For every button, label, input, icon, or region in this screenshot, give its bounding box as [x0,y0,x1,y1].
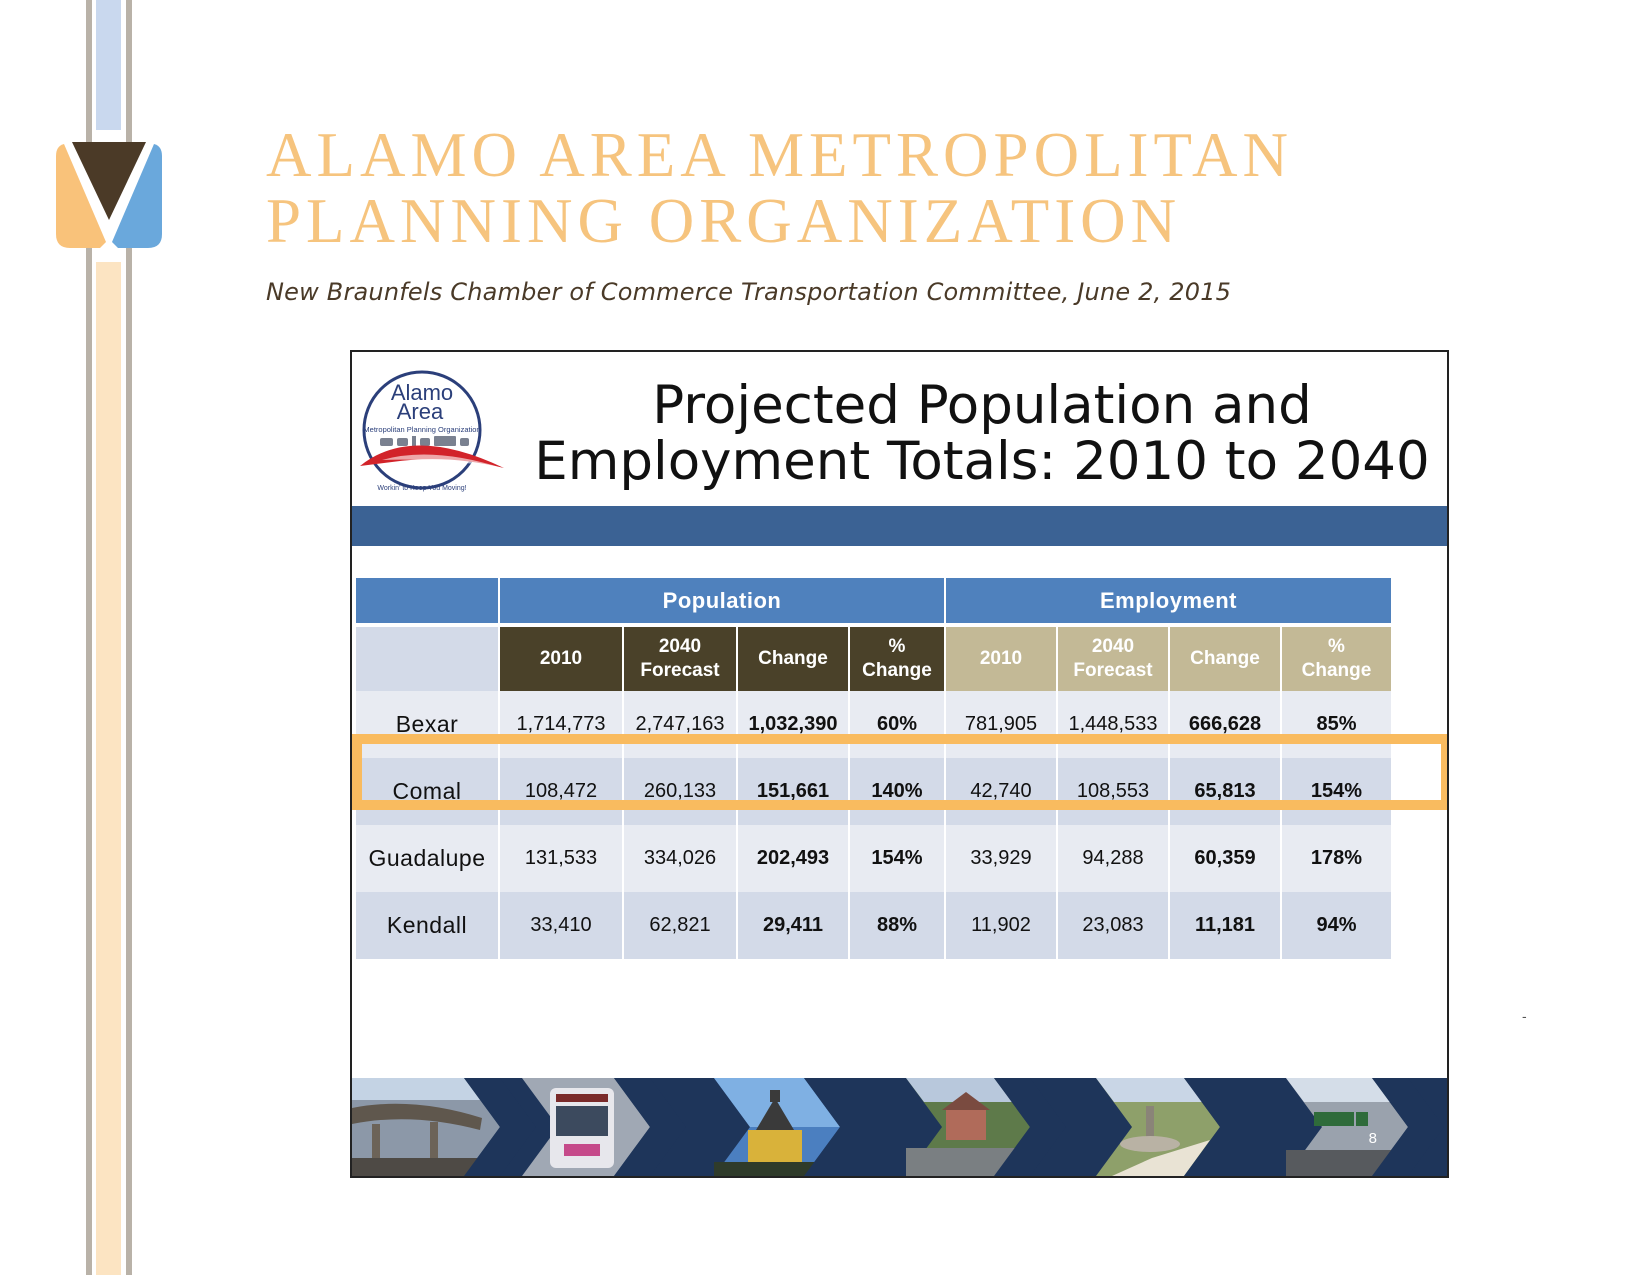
employment-2010-cell: 11,902 [944,892,1056,959]
employment-2040-cell: 23,083 [1056,892,1168,959]
column-header-line: % [1328,636,1345,657]
population-percent-change-cell: 154% [848,825,944,892]
column-header-line: 2040 [1091,636,1135,657]
column-header-line: 2040 [658,636,702,657]
column-header-line: 2010 [979,648,1023,669]
column-header-line: Forecast [1073,660,1153,681]
employment-change-cell: 60,359 [1168,825,1280,892]
column-header-population-2010 [498,627,622,691]
population-2040-cell: 2,747,163 [622,691,736,758]
slide-title [512,375,1449,492]
column-header-employment-percent-change [1280,627,1391,691]
column-header-line: Change [758,648,828,669]
county-name: Guadalupe [356,825,498,892]
title-band [352,506,1449,546]
county-name: Kendall [356,892,498,959]
population-change-cell: 29,411 [736,892,848,959]
column-header-employment-2010 [944,627,1056,691]
column-header-line: Change [862,660,932,681]
slide-title-line-1: Projected Population and [652,375,1312,436]
employment-percent-change-cell: 178% [1280,825,1391,892]
employment-change-cell: 11,181 [1168,892,1280,959]
column-header-line: Change [1190,648,1260,669]
comal-row-highlight [352,734,1449,810]
header-blank-cell [356,578,498,627]
slide-title-line-2: Employment Totals: 2010 to 2040 [534,431,1430,492]
column-header-employment-change [1168,627,1280,691]
county-name: Comal [356,758,498,825]
group-header-population: Population [498,578,944,627]
logo-tagline: Workin' to Keep You Moving! [377,485,467,492]
column-header-line: Forecast [640,660,720,681]
population-2010-cell: 108,472 [498,758,622,825]
population-2010-cell: 33,410 [498,892,622,959]
table-row-kendall [356,892,1391,959]
column-header-line: 2010 [539,648,583,669]
population-2040-cell: 62,821 [622,892,736,959]
organization-title-line-2: PLANNING ORGANIZATION [266,186,1182,256]
column-header-line: Change [1301,660,1372,681]
population-percent-change-cell: 60% [848,691,944,758]
meeting-subtitle: New Braunfels Chamber of Commerce Transportation Committee, June 2, 2015 [266,278,1232,306]
employment-percent-change-cell: 94% [1280,892,1391,959]
left-stripe-blue [96,0,121,130]
v-logo-icon [56,142,162,248]
subheader-blank-cell [356,627,498,691]
population-2040-cell: 334,026 [622,825,736,892]
employment-2010-cell: 42,740 [944,758,1056,825]
logo-text-area: Area [396,399,444,424]
column-header-population-change [736,627,848,691]
column-header-population-percent-change [848,627,944,691]
logo-text-alamo: Alamo [390,380,454,405]
photo-strip [352,1078,1449,1176]
employment-change-cell: 666,628 [1168,691,1280,758]
employment-percent-change-cell: 85% [1280,691,1391,758]
slide-page-number: 8 [1368,1130,1377,1147]
employment-2040-cell: 94,288 [1056,825,1168,892]
population-2010-cell: 131,533 [498,825,622,892]
county-name: Bexar [356,691,498,758]
organization-title-line-1: ALAMO AREA METROPOLITAN [266,120,1293,190]
employment-2010-cell: 781,905 [944,691,1056,758]
column-header-line: % [888,636,906,657]
column-header-employment-2040-forecast [1056,627,1168,691]
population-percent-change-cell: 88% [848,892,944,959]
employment-2040-cell: 1,448,533 [1056,691,1168,758]
employment-2010-cell: 33,929 [944,825,1056,892]
population-change-cell: 202,493 [736,825,848,892]
population-change-cell: 151,661 [736,758,848,825]
population-2040-cell: 260,133 [622,758,736,825]
logo-text-mpo: Metropolitan Planning Organization [363,425,481,434]
population-2010-cell: 1,714,773 [498,691,622,758]
footnote-mark: - [1522,1008,1527,1024]
employment-change-cell: 65,813 [1168,758,1280,825]
table-row-guadalupe [356,825,1391,892]
slide-frame [350,350,1449,1178]
population-change-cell: 1,032,390 [736,691,848,758]
employment-percent-change-cell: 154% [1280,758,1391,825]
organization-title [266,122,1293,254]
population-percent-change-cell: 140% [848,758,944,825]
column-header-population-2040-forecast [622,627,736,691]
left-stripe-cream [96,262,121,1275]
group-header-employment: Employment [944,578,1391,627]
alamo-area-mpo-logo-icon [352,362,522,502]
employment-2040-cell: 108,553 [1056,758,1168,825]
